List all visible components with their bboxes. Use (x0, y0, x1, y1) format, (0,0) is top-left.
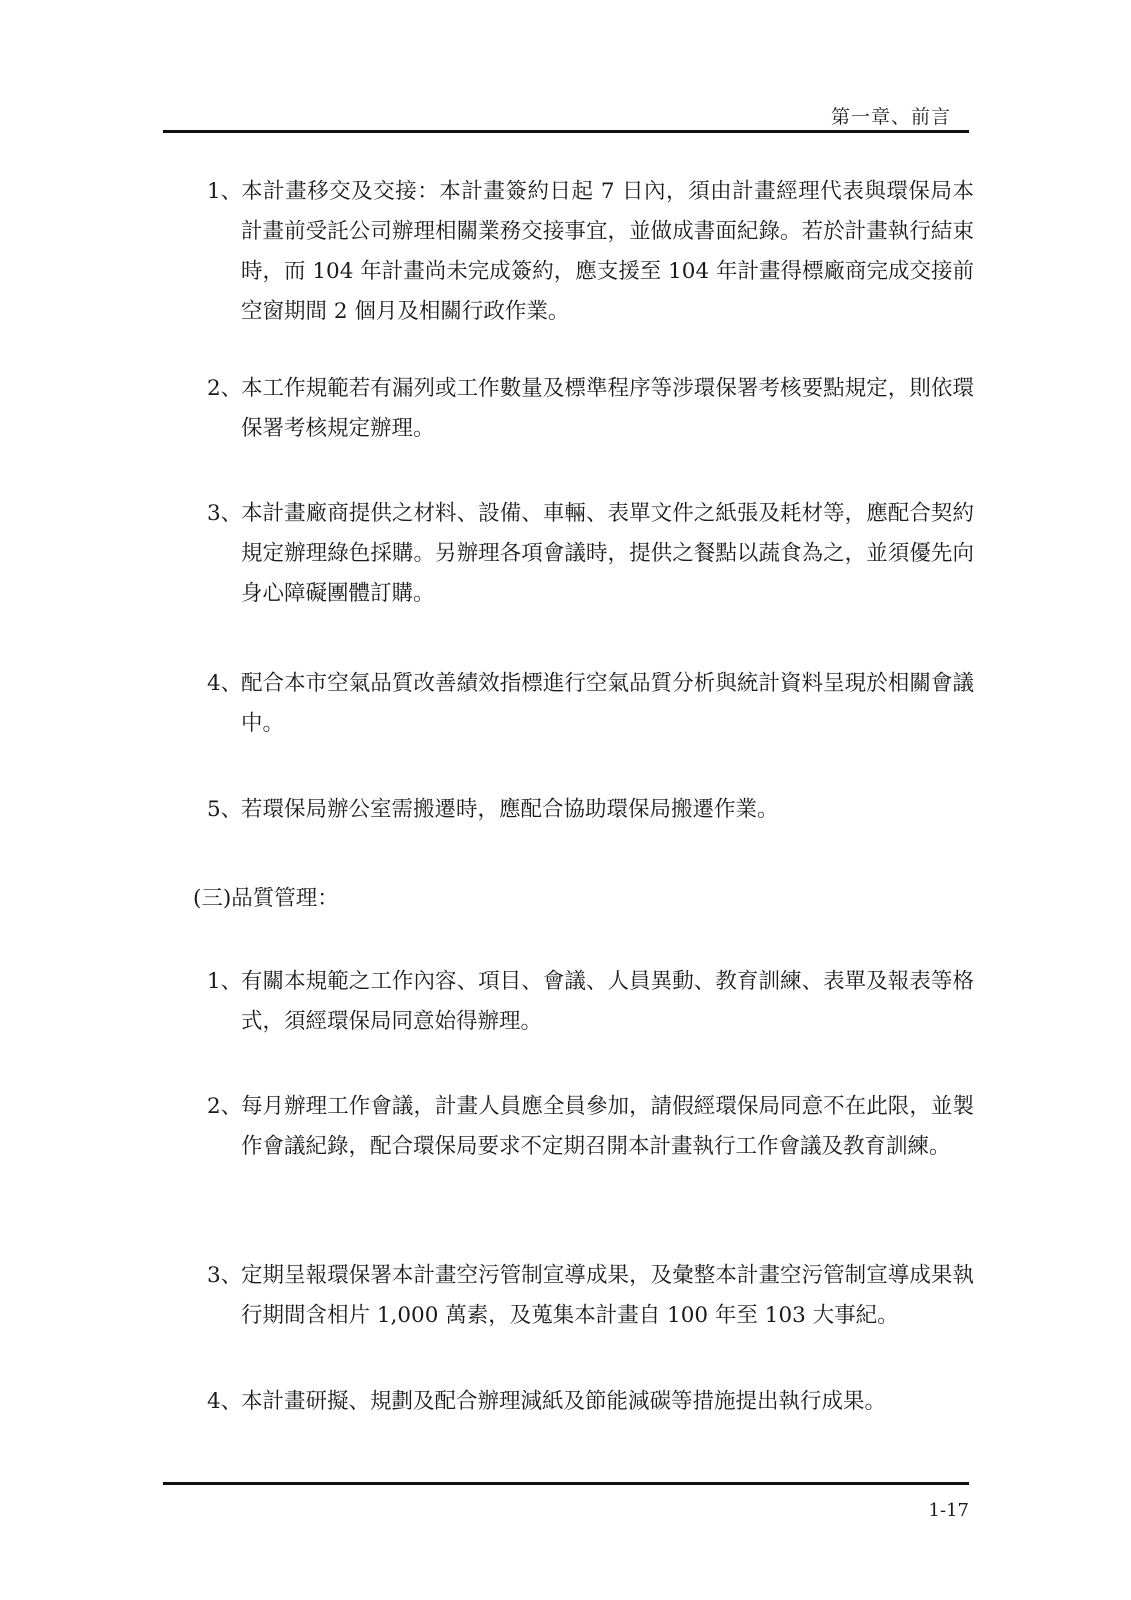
page-number: 1-17 (928, 1500, 969, 1521)
list-item-text: 本計畫廠商提供之材料、設備、車輛、表單文件之紙張及耗材等，應配合契約規定辦理綠色採購。另辦理各項會議時，提供之餐點以蔬食為之，並須優先向身心障礙團體訂購。 (241, 501, 974, 606)
list-item-number: 3、 (207, 501, 243, 526)
list-item-text: 配合本市空氣品質改善績效指標進行空氣品質分析與統計資料呈現於相關會議中。 (241, 671, 974, 736)
list-item-number: 2、 (207, 1094, 243, 1119)
list-item (207, 1256, 977, 1336)
chapter-header-title: 第一章、前言 (830, 106, 951, 128)
list-item-text: 有關本規範之工作內容、項目、會議、人員異動、教育訓練、表單及報表等格式，須經環保局同意始得辦理。 (241, 969, 974, 1034)
list-item-number: 4、 (207, 671, 243, 696)
list-item-text: 本工作規範若有漏列或工作數量及標準程序等涉環保署考核要點規定，則依環保署考核規定辦理。 (241, 376, 974, 441)
list-item-number: 1、 (207, 969, 243, 994)
list-item-text: 每月辦理工作會議，計畫人員應全員參加，請假經環保局同意不在此限，並製作會議紀錄，配合環保局要求不定期召開本計畫執行工作會議及教育訓練。 (241, 1094, 974, 1159)
list-item (207, 1087, 977, 1167)
list-item (207, 962, 977, 1042)
list-item-number: 5、 (207, 797, 243, 822)
list-item (207, 1382, 977, 1422)
footer-rule (163, 1482, 969, 1485)
list-item-number: 3、 (207, 1263, 243, 1288)
list-item-text: 若環保局辦公室需搬遷時，應配合協助環保局搬遷作業。 (241, 797, 779, 822)
list-item (207, 790, 977, 830)
list-item-text: 本計畫移交及交接：本計畫簽約日起 7 日內，須由計畫經理代表與環保局本計畫前受託公司辦理相關業務交接事宜，並做成書面紀錄。若於計畫執行結束時，而 104 年計畫尚未完成簽約，應支援至 104 年計畫得標廠商完成交接前空窗期間 2 個月及相關行政作業。 (241, 179, 974, 324)
list-item-text: 本計畫研擬、規劃及配合辦理減紙及節能減碳等措施提出執行成果。 (241, 1389, 887, 1414)
list-item-number: 2、 (207, 376, 243, 401)
list-item (207, 664, 977, 744)
list-item-text: 定期呈報環保署本計畫空污管制宣導成果，及彙整本計畫空污管制宣導成果執行期間含相片 1,000 萬素，及蒐集本計畫自 100 年至 103 大事紀。 (241, 1263, 974, 1328)
list-item (207, 172, 977, 332)
header-rule (163, 130, 969, 133)
list-item-number: 1、 (207, 179, 243, 204)
list-item-number: 4、 (207, 1389, 243, 1414)
list-item (207, 494, 977, 614)
section-heading: (三)品質管理： (193, 886, 339, 911)
list-item (207, 369, 977, 449)
